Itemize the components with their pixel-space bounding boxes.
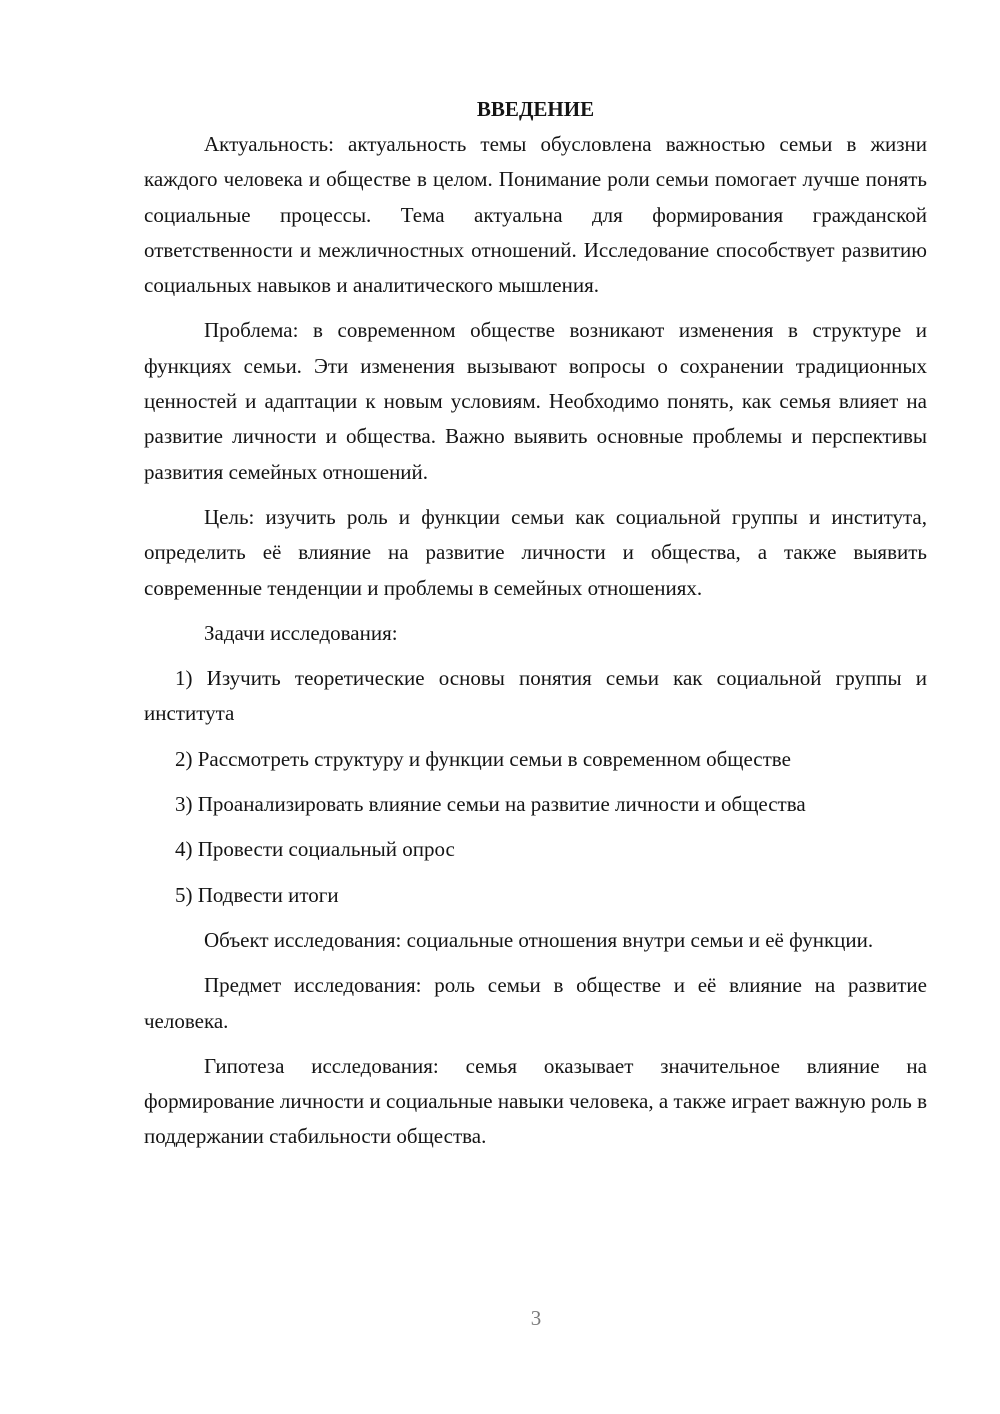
page-number: 3 [530,1306,542,1330]
task-item-5: 5) Подвести итоги [175,882,339,907]
section-title: ВВЕДЕНИЕ [476,97,595,121]
tasks-heading: Задачи исследования: [204,620,398,645]
task-item-2: 2) Рассмотреть структуру и функции семьи в современном обществе [175,746,791,771]
object-paragraph: Объект исследования: социальные отношения внутри семьи и её функции. [204,927,874,952]
task-item-4: 4) Провести социальный опрос [175,837,455,862]
goal-paragraph: Цель: изучить роль и функции семьи как социальной группы и института, определить её влияние на развитие личности и общества, а также выявить современные тенденции и проблемы в семейных отношениях. [144,504,927,600]
page-content [144,92,927,1165]
task-item-1: 1) Изучить теоретические основы понятия семьи как социальной группы и института [144,666,927,726]
subject-paragraph: Предмет исследования: роль семьи в обществе и её влияние на развитие человека. [144,973,927,1033]
problem-paragraph: Проблема: в современном обществе возникают изменения в структуре и функциях семьи. Эти изменения вызывают вопросы о сохранении традиционных ценностей и адаптации к новым условиям. Необходимо понять, как семья влияет на развитие личности и общества. Важно выявить основные проблемы и перспективы развития семейных отношений. [144,318,927,484]
hypothesis-paragraph: Гипотеза исследования: семья оказывает значительное влияние на формирование личности и социальные навыки человека, а также играет важную роль в поддержании стабильности общества. [144,1053,927,1149]
relevance-paragraph: Актуальность: актуальность темы обусловлена важностью семьи в жизни каждого человека и обществе в целом. Понимание роли семьи помогает лучше понять социальные процессы. Тема актуальна для формирования гражданской ответственности и межличностных отношений. Исследование способствует развитию социальных навыков и аналитического мышления. [144,132,927,298]
task-item-3: 3) Проанализировать влияние семьи на развитие личности и общества [175,792,806,817]
